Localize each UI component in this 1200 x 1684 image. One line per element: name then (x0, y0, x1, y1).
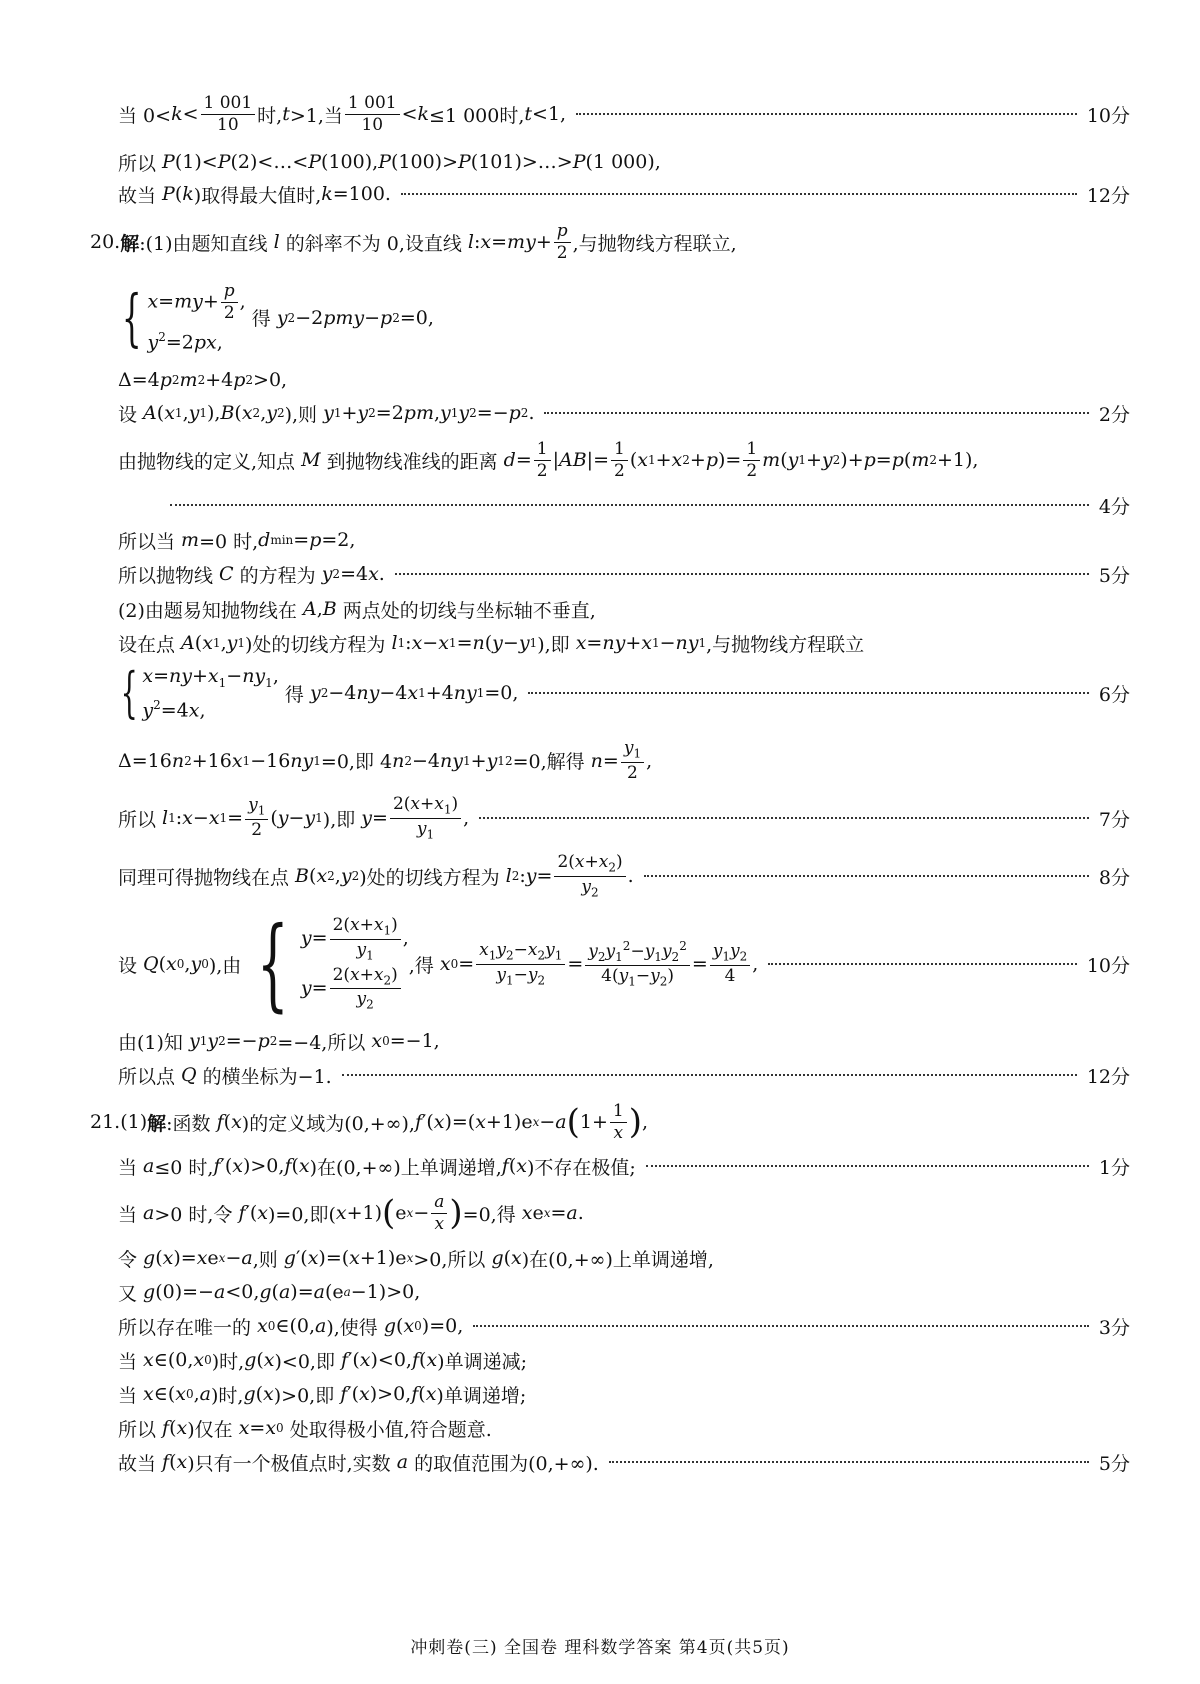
solution-line: 设在点 A ( x 1 , y 1 )处的切线方程为 l 1 : x − x 1 = n ( y − y 1 ),即 x = ny + x 1 − ny 1 ,与抛物线方程联立 (118, 632, 865, 656)
solution-line: 当 x ∈(0, x 0 )时, g ( x )<0,即 f ′( x )<0, f ( x )单调递减; (118, 1349, 527, 1373)
solution-line: 当 x ∈( x 0 , a )时, g ( x )>0,即 f ′( x )>0, f ( x )单调递增; (118, 1383, 527, 1407)
score-label: 10分 (1086, 104, 1130, 127)
score-label: 6分 (1098, 683, 1130, 706)
score-label: 4分 (1098, 495, 1130, 518)
dot-leader (395, 573, 1089, 575)
solution-line: 所以点 Q 的横坐标为−1. 12分 (0, 1058, 1200, 1092)
dot-leader (528, 692, 1089, 694)
solution-line: 故当 f ( x )只有一个极值点时,实数 a 的取值范围为(0,+∞). 5分 (0, 1445, 1200, 1479)
solution-line: { $x=ny+x_1-ny_1$, $y^2=4x$, 得 y 2 −4 ny −4 x 1 +4 ny 1 =0, 6分 (120, 661, 1130, 724)
solution-line (0, 488, 1200, 522)
solution-line: 所以 f ( x )仅在 x = x 0 处取得极小值,符合题意. (118, 1417, 492, 1441)
solution-line: 故当 P ( k )取得最大值时, k =100. 12分 (0, 177, 1200, 211)
solution-line: 所以抛物线 C 的方程为 y 2 =4 x . 5分 (0, 557, 1200, 591)
score-label: 7分 (1098, 808, 1130, 831)
solution-line: 同理可得抛物线在点 B ( x 2 , y 2 )处的切线方程为 l 2 : y = $\frac{2(x+x_2)}{y_2}$ . 8分 (118, 852, 1130, 899)
dot-leader (609, 1461, 1089, 1463)
dot-leader (401, 193, 1077, 195)
score-label: 10分 (1086, 954, 1130, 977)
solution-line: 当 a >0 时,令 f ′( x )=0,即( x +1) ( e x − $\frac{a}{x}$ ) =0,得 x e x = a . (118, 1191, 584, 1234)
solution-line: 设 Q ( x 0 , y 0 ),由 { y= $\frac{2(x+x_1)}{y_1}$ , y= $\frac{2(x+x_2)}{y_2}$ ,得 x 0 = $\frac{x_1y_2-x_2y_1}{y_1-y_2}$ = $\frac{y_2y_1^2-y_1y_2^2}{4(y_1-y_2)}$ = $\frac{y_1y_2}{4}$ , 10分 (118, 905, 1130, 1022)
solution-line: 所以 l 1 : x − x 1 = $\frac{y_1}{2}$ ( y − y 1 ),即 y = $\frac{2(x+x_1)}{y_1}$ , 7分 (118, 794, 1130, 841)
page-footer: 冲刺卷(三) 全国卷 理科数学答案 第4页(共5页) (410, 1638, 790, 1658)
solution-line: 由(1)知 y 1 y 2 =− p 2 =−4,所以 x 0 =−1, (118, 1030, 440, 1054)
dot-leader (644, 875, 1089, 877)
score-label: 8分 (1098, 866, 1130, 889)
dot-leader (473, 1325, 1089, 1327)
score-label: 5分 (1098, 1452, 1130, 1475)
score-label: 1分 (1098, 1156, 1130, 1179)
solution-line: 20. 解 :(1)由题知直线 l 的斜率不为 0,设直线 l : x = my + $\frac{p}{2}$ ,与抛物线方程联立, (90, 220, 737, 263)
dot-leader (342, 1074, 1077, 1076)
solution-line: Δ=16 n 2 +16 x 1 −16 ny 1 =0,即 4 n 2 −4 ny 1 + y 1 2 =0,解得 n = $\frac{y_1}{2}$ , (118, 738, 653, 783)
solution-line: 所以当 m =0 时, d min = p =2, (118, 529, 356, 553)
score-label: 12分 (1086, 1065, 1130, 1088)
score-label: 2分 (1098, 403, 1130, 426)
solution-line: 设 A ( x 1 , y 1 ), B ( x 2 , y 2 ),则 y 1 + y 2 =2 pm , y 1 y 2 =− p 2 . 2分 (0, 396, 1200, 430)
score-label: 3分 (1098, 1316, 1130, 1339)
solution-line: 所以存在唯一的 x 0 ∈(0, a ),使得 g ( x 0 )=0, 3分 (0, 1309, 1200, 1343)
score-label: 5分 (1098, 564, 1130, 587)
solution-line: Δ=4 p 2 m 2 +4 p 2 >0, (118, 369, 288, 391)
solution-line: 又 g (0)=− a <0, g ( a )= a (e a −1)>0, (118, 1281, 421, 1305)
dot-leader (170, 504, 1089, 506)
solution-line: { x=my+ $\frac{p}{2}$ , $y^2=2px$, 得 y 2 −2 pmy − p 2 =0, (121, 280, 434, 354)
solution-line: 当 0< k < $\frac{1 001}{10}$ 时, t >1,当 $\frac{1 001}{10}$ < k ≤1 000时, t <1, 10分 (118, 92, 1130, 135)
dot-leader (479, 817, 1089, 819)
dot-leader (576, 113, 1077, 115)
solution-line: 由抛物线的定义,知点 M 到抛物线准线的距离 d = $\frac{1}{2}$ | AB |= $\frac{1}{2}$ ( x 1 + x 2 + p )= $\frac{1}{2}$ m ( y 1 + y 2 )+ p = p ( m 2 +1), (118, 438, 979, 481)
dot-leader (544, 412, 1088, 414)
solution-line: 所以 P (1)< P (2)<…< P (100), P (100)> P (101)>…> P (1 000), (118, 151, 661, 175)
solution-line: 21.(1) 解 :函数 f ( x )的定义域为(0,+∞), f ′( x )=( x +1)e x − a ( 1+ $\frac{1}{x}$ ) , (90, 1100, 649, 1143)
solution-line: (2)由题易知抛物线在 A , B 两点处的切线与坐标轴不垂直, (118, 598, 596, 622)
dot-leader (646, 1165, 1089, 1167)
score-label: 12分 (1086, 184, 1130, 207)
solution-line: 当 a ≤0 时, f ′( x )>0, f ( x )在(0,+∞)上单调递增, f ( x )不存在极值; 1分 (0, 1149, 1200, 1183)
dot-leader (768, 963, 1077, 965)
solution-line: 令 g ( x )= x e x − a ,则 g ′( x )=( x +1)e x >0,所以 g ( x )在(0,+∞)上单调递增, (118, 1247, 714, 1271)
